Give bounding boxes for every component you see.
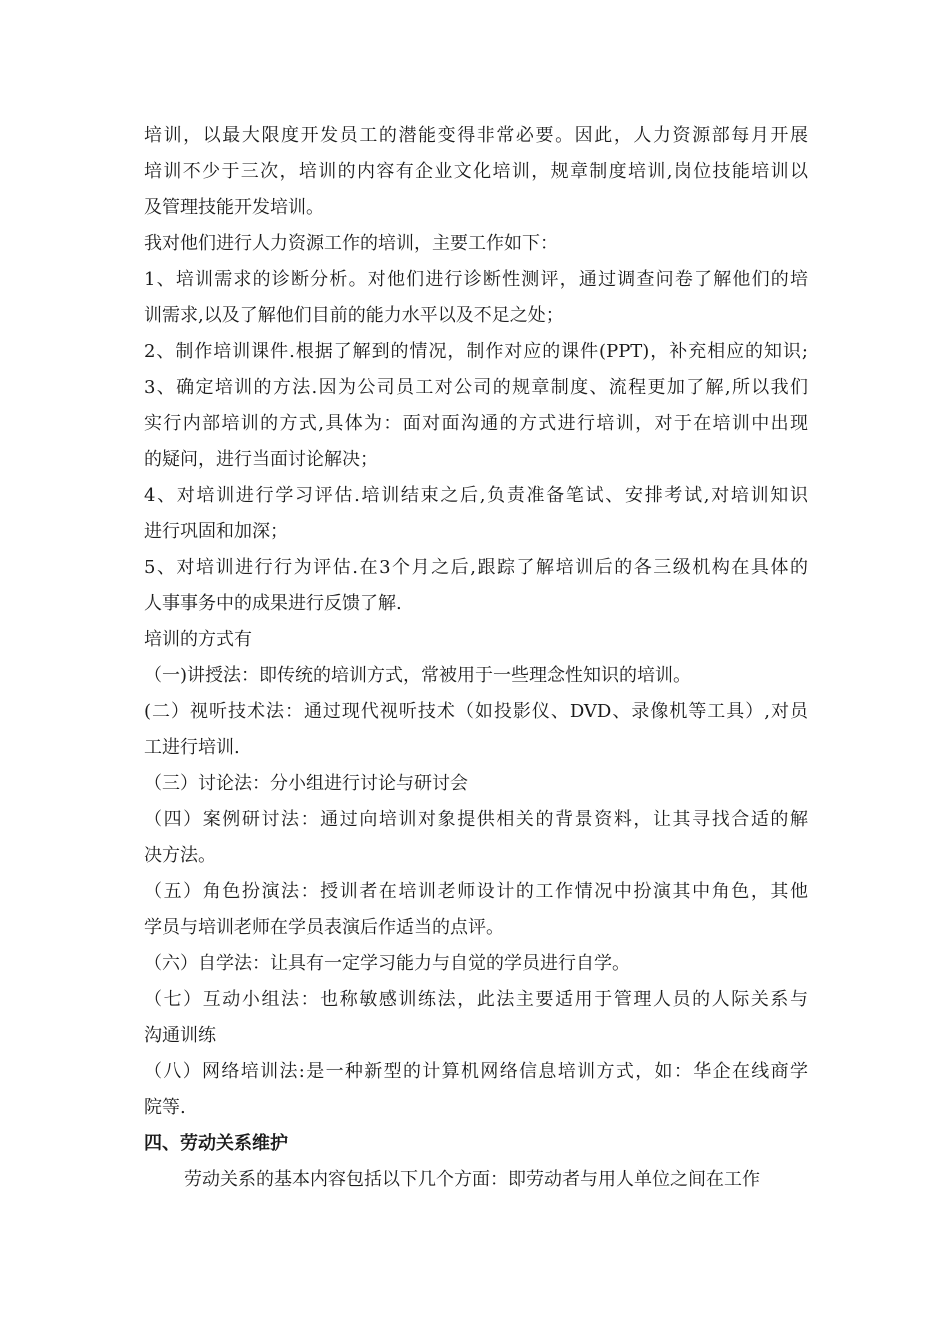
list-item-line: 进行巩固和加深； [144, 521, 288, 542]
list-item-line: 训需求,以及了解他们目前的能力水平以及不足之处； [144, 305, 564, 326]
method-item-line: 工进行培训. [144, 737, 240, 758]
method-item-line: （三）讨论法：分小组进行讨论与研讨会 [144, 773, 468, 794]
paragraph-line: 培训不少于三次，培训的内容有企业文化培训，规章制度培训,岗位技能培训以 [144, 161, 808, 182]
method-item-line: 沟通训练 [144, 1025, 216, 1046]
method-item-line: （一)讲授法：即传统的培训方式，常被用于一些理念性知识的培训。 [144, 665, 692, 686]
method-item-line: （八）网络培训法:是一种新型的计算机网络信息培训方式，如：华企在线商学 [144, 1061, 808, 1082]
list-item-line: 人事事务中的成果进行反馈了解. [144, 593, 402, 614]
document-body [144, 118, 808, 1198]
method-item-line: 学员与培训老师在学员表演后作适当的点评。 [144, 917, 504, 938]
list-item-line: 4、对培训进行学习评估.培训结束之后,负责准备笔试、安排考试,对培训知识 [144, 485, 808, 506]
paragraph-line: 及管理技能开发培训。 [144, 197, 324, 218]
list-item-line: 实行内部培训的方式,具体为：面对面沟通的方式进行培训，对于在培训中出现 [144, 413, 808, 434]
method-item-line: 决方法。 [144, 845, 216, 866]
list-item-line: 3、确定培训的方法.因为公司员工对公司的规章制度、流程更加了解,所以我们 [144, 377, 808, 398]
paragraph-line: 劳动关系的基本内容包括以下几个方面：即劳动者与用人单位之间在工作 [184, 1169, 760, 1190]
list-item-line: 5、对培训进行行为评估.在3个月之后,跟踪了解培训后的各三级机构在具体的 [144, 557, 808, 578]
method-item-line: （四）案例研讨法：通过向培训对象提供相关的背景资料，让其寻找合适的解 [144, 809, 808, 830]
method-item-line: （七）互动小组法：也称敏感训练法，此法主要适用于管理人员的人际关系与 [144, 989, 808, 1010]
paragraph-line: 培训，以最大限度开发员工的潜能变得非常必要。因此，人力资源部每月开展 [144, 125, 808, 146]
paragraph-line: 我对他们进行人力资源工作的培训，主要工作如下： [144, 233, 558, 254]
method-item-line: (二）视听技术法：通过现代视听技术（如投影仪、DVD、录像机等工具）,对员 [144, 701, 808, 722]
list-item-line: 的疑问，进行当面讨论解决； [144, 449, 378, 470]
method-item-line: 院等. [144, 1097, 186, 1118]
list-item-line: 2、制作培训课件.根据了解到的情况，制作对应的课件(PPT)，补充相应的知识; [144, 341, 808, 362]
paragraph-line: 培训的方式有 [144, 629, 252, 650]
method-item-line: （五）角色扮演法：授训者在培训老师设计的工作情况中扮演其中角色，其他 [144, 881, 808, 902]
list-item-line: 1、培训需求的诊断分析。对他们进行诊断性测评，通过调查问卷了解他们的培 [144, 269, 808, 290]
method-item-line: （六）自学法：让具有一定学习能力与自觉的学员进行自学。 [144, 953, 630, 974]
section-heading: 四、劳动关系维护 [144, 1133, 288, 1154]
